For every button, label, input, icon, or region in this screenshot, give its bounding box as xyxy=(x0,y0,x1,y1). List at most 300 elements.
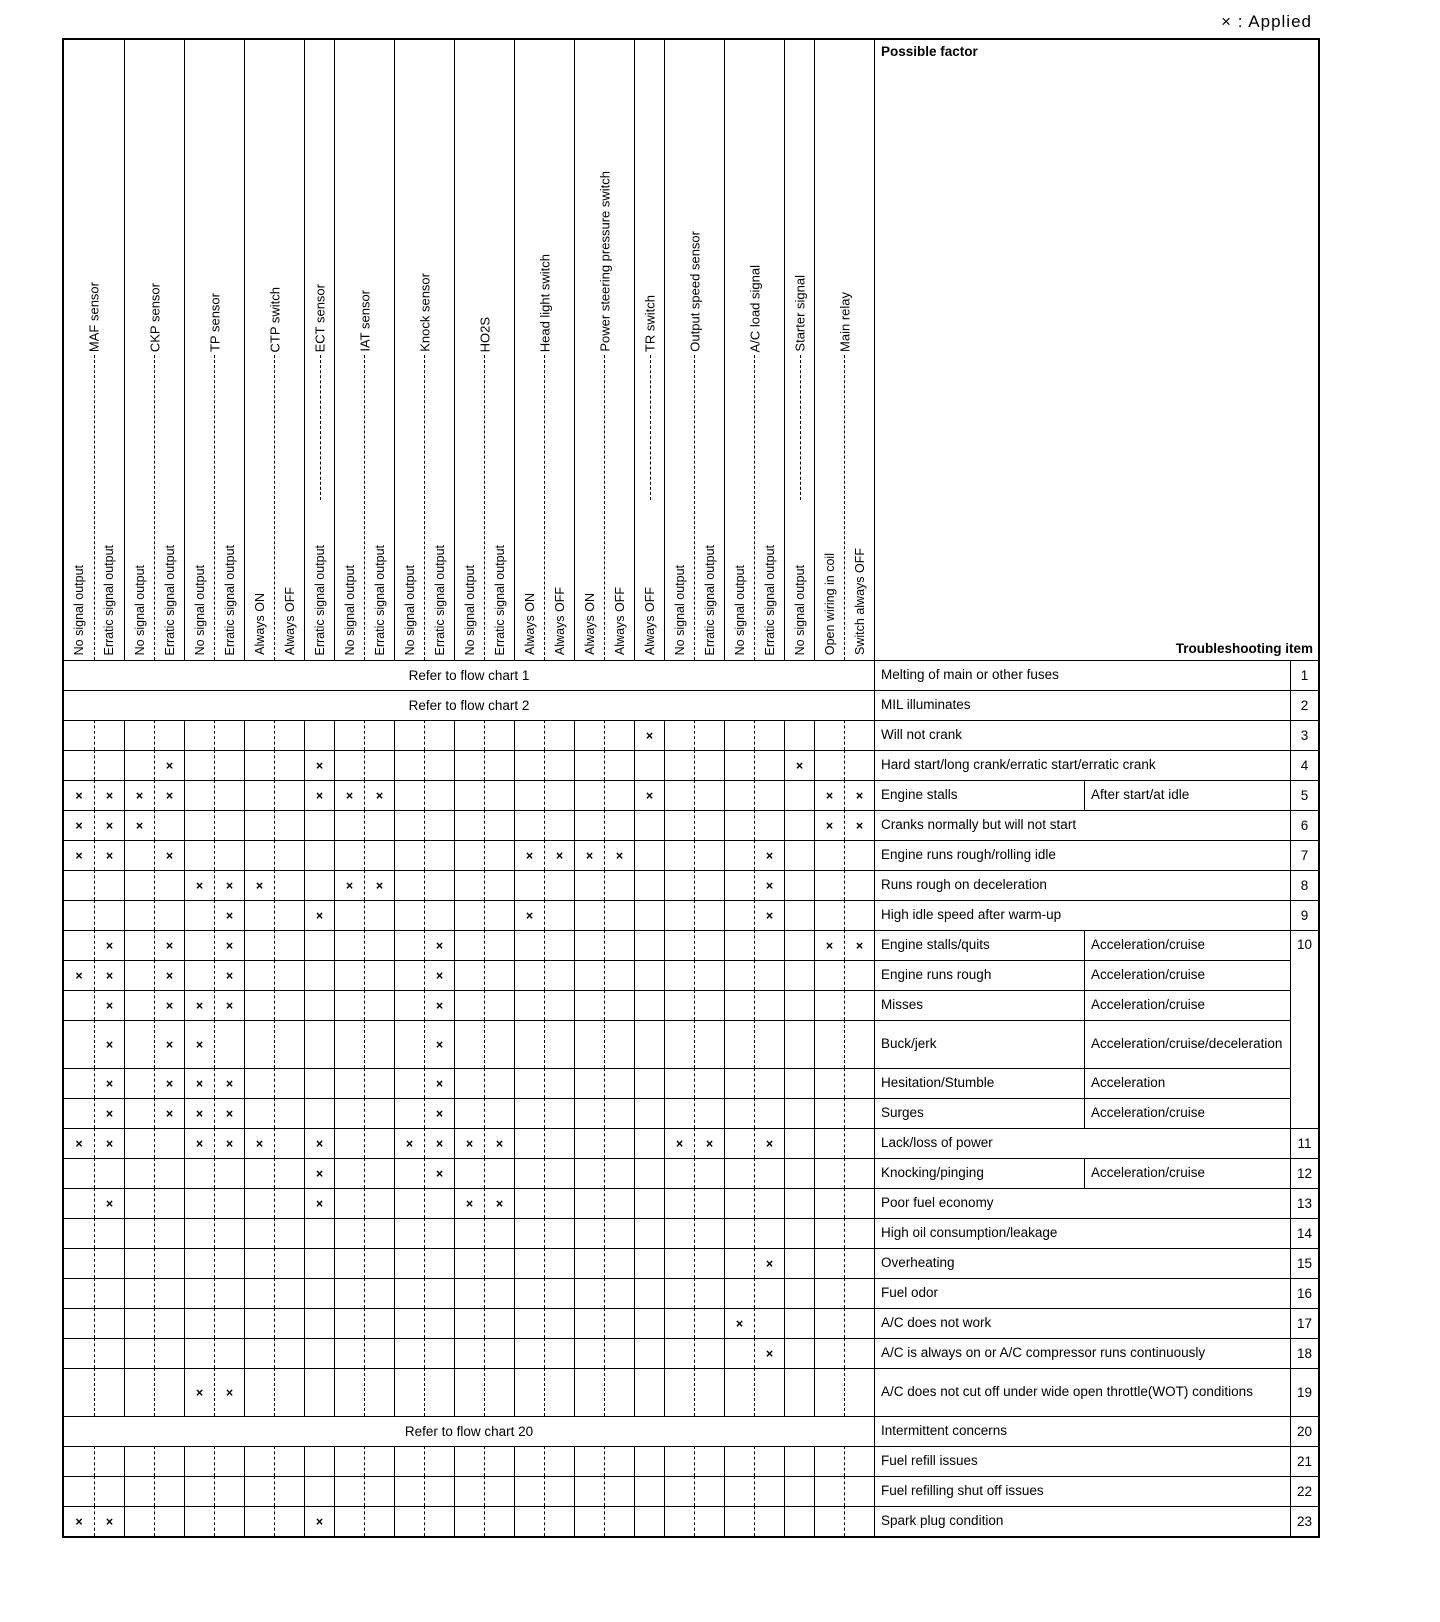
mark-cell xyxy=(214,1506,244,1536)
mark-cell xyxy=(664,1218,694,1248)
mark-cell xyxy=(244,720,274,750)
subcolumn-row xyxy=(635,355,664,660)
mark-cell xyxy=(334,810,364,840)
mark-cell xyxy=(724,840,754,870)
mark-cell xyxy=(364,1278,394,1308)
mark-cell xyxy=(604,750,634,780)
mark-cell xyxy=(154,840,184,870)
mark-cell xyxy=(214,810,244,840)
mark-cell xyxy=(664,1098,694,1128)
mark-cell xyxy=(664,1278,694,1308)
mark-cell xyxy=(844,1218,874,1248)
mark-cell xyxy=(64,870,94,900)
mark-cell xyxy=(484,810,514,840)
mark-cell xyxy=(304,1338,334,1368)
mark-cell xyxy=(724,870,754,900)
mark-cell xyxy=(364,1020,394,1068)
mark-cell xyxy=(664,840,694,870)
mark-cell xyxy=(664,1308,694,1338)
subcolumn-cell xyxy=(484,355,514,660)
mark-cell xyxy=(514,1476,544,1506)
applied-mark: × xyxy=(225,878,234,893)
row-label: High idle speed after warm-up xyxy=(874,900,1290,930)
mark-cell xyxy=(184,840,214,870)
mark-cell xyxy=(664,990,694,1020)
mark-cell xyxy=(694,780,724,810)
column-group-header xyxy=(784,40,814,660)
mark-cell xyxy=(214,1248,244,1278)
mark-cell xyxy=(784,1068,814,1098)
mark-cell xyxy=(424,1338,454,1368)
mark-cell xyxy=(274,960,304,990)
mark-cell xyxy=(754,840,784,870)
mark-cell xyxy=(304,990,334,1020)
column-group-header xyxy=(724,40,784,660)
mark-cell xyxy=(814,1476,844,1506)
mark-cell xyxy=(604,1020,634,1068)
mark-cell xyxy=(844,870,874,900)
mark-cell xyxy=(604,840,634,870)
mark-cell xyxy=(514,1098,544,1128)
mark-cell xyxy=(274,1158,304,1188)
mark-cell xyxy=(724,720,754,750)
applied-mark: × xyxy=(315,1514,324,1529)
applied-mark: × xyxy=(255,878,264,893)
mark-cell xyxy=(844,1248,874,1278)
applied-mark: × xyxy=(765,908,774,923)
subcolumn-label: No signal output xyxy=(132,564,147,655)
mark-cell xyxy=(154,780,184,810)
mark-cell xyxy=(184,1278,214,1308)
mark-cell xyxy=(64,1188,94,1218)
applied-mark: × xyxy=(765,1256,774,1271)
applied-mark: × xyxy=(165,1037,174,1052)
mark-cell xyxy=(754,900,784,930)
mark-cell xyxy=(634,1506,664,1536)
mark-cell xyxy=(544,1338,574,1368)
subcolumn-cell xyxy=(274,355,304,660)
mark-cell xyxy=(334,990,364,1020)
mark-cell xyxy=(694,1308,724,1338)
applied-mark: × xyxy=(405,1136,414,1151)
applied-mark: × xyxy=(255,1136,264,1151)
mark-cell xyxy=(514,1338,544,1368)
applied-mark: × xyxy=(195,1037,204,1052)
mark-cell xyxy=(94,960,124,990)
subcolumn-cell xyxy=(125,355,154,660)
mark-cell xyxy=(814,1068,844,1098)
row-label: Engine stalls xyxy=(874,780,1084,810)
mark-cell xyxy=(604,960,634,990)
mark-cell xyxy=(64,1368,94,1416)
mark-cell xyxy=(604,1506,634,1536)
applied-mark: × xyxy=(375,878,384,893)
applied-mark: × xyxy=(225,1106,234,1121)
mark-cell xyxy=(364,1476,394,1506)
mark-cell xyxy=(784,750,814,780)
mark-cell xyxy=(424,1446,454,1476)
mark-cell xyxy=(394,750,424,780)
mark-cell xyxy=(364,810,394,840)
row-condition: Acceleration/​cruise xyxy=(1084,1098,1290,1128)
mark-cell xyxy=(844,1368,874,1416)
mark-cell xyxy=(454,1188,484,1218)
applied-mark: × xyxy=(75,1514,83,1529)
possible-factor-label: Possible factor xyxy=(881,44,978,59)
mark-cell xyxy=(274,1098,304,1128)
mark-cell xyxy=(574,1248,604,1278)
mark-cell xyxy=(484,720,514,750)
row-label: Will not crank xyxy=(874,720,1290,750)
subcolumn-row xyxy=(725,355,784,660)
subcolumn-label: Erratic signal output xyxy=(702,544,717,655)
mark-cell xyxy=(334,750,364,780)
mark-cell xyxy=(484,870,514,900)
mark-cell xyxy=(574,1446,604,1476)
mark-cell xyxy=(124,750,154,780)
mark-cell xyxy=(814,1218,844,1248)
row-item-number: 17 xyxy=(1290,1308,1318,1338)
mark-cell xyxy=(634,750,664,780)
subcolumn-row xyxy=(575,355,634,660)
mark-cell xyxy=(274,1308,304,1338)
mark-cell xyxy=(334,1338,364,1368)
mark-cell xyxy=(394,1278,424,1308)
mark-cell xyxy=(814,1308,844,1338)
mark-cell xyxy=(544,900,574,930)
mark-cell xyxy=(514,1158,544,1188)
mark-cell xyxy=(274,840,304,870)
mark-cell xyxy=(484,1506,514,1536)
row-item-number: 6 xyxy=(1290,810,1318,840)
mark-cell xyxy=(424,1020,454,1068)
mark-cell xyxy=(634,1446,664,1476)
mark-cell xyxy=(154,1308,184,1338)
flow-chart-note: Refer to flow chart 1 xyxy=(64,660,874,690)
mark-cell xyxy=(304,1158,334,1188)
mark-cell xyxy=(394,1158,424,1188)
flow-chart-note: Refer to flow chart 2 xyxy=(64,690,874,720)
column-group-header xyxy=(124,40,184,660)
mark-cell xyxy=(544,1218,574,1248)
mark-cell xyxy=(184,750,214,780)
column-group-label: CTP switch xyxy=(267,286,282,352)
mark-cell xyxy=(784,870,814,900)
applied-mark: × xyxy=(135,818,144,833)
mark-cell xyxy=(724,1158,754,1188)
mark-cell xyxy=(784,1158,814,1188)
mark-cell xyxy=(814,1128,844,1158)
mark-cell xyxy=(334,1476,364,1506)
subcolumn-label: Erratic signal output xyxy=(222,544,237,655)
mark-cell xyxy=(64,1098,94,1128)
mark-cell xyxy=(484,1476,514,1506)
row-label: Fuel refill issues xyxy=(874,1446,1290,1476)
mark-cell xyxy=(424,1098,454,1128)
mark-cell xyxy=(394,900,424,930)
subcolumn-label: Erratic signal output xyxy=(492,544,507,655)
applied-mark: × xyxy=(435,998,444,1013)
mark-cell xyxy=(304,840,334,870)
mark-cell xyxy=(244,1446,274,1476)
mark-cell xyxy=(124,990,154,1020)
mark-cell xyxy=(394,990,424,1020)
mark-cell xyxy=(394,960,424,990)
mark-cell xyxy=(244,1368,274,1416)
mark-cell xyxy=(484,990,514,1020)
mark-cell xyxy=(514,1128,544,1158)
mark-cell xyxy=(754,960,784,990)
mark-cell xyxy=(364,960,394,990)
mark-cell xyxy=(574,840,604,870)
subcolumn-cell xyxy=(515,355,544,660)
mark-cell xyxy=(724,1368,754,1416)
troubleshooting-item-label: Troubleshooting item xyxy=(1175,641,1313,656)
mark-cell xyxy=(664,1506,694,1536)
mark-cell xyxy=(244,1248,274,1278)
mark-cell xyxy=(604,990,634,1020)
mark-cell xyxy=(394,1248,424,1278)
column-group-label: HO2S xyxy=(477,316,492,352)
mark-cell xyxy=(754,1308,784,1338)
mark-cell xyxy=(454,1446,484,1476)
mark-cell xyxy=(604,1068,634,1098)
mark-cell xyxy=(184,1218,214,1248)
applied-mark: × xyxy=(165,938,174,953)
mark-cell xyxy=(694,1068,724,1098)
mark-cell xyxy=(244,780,274,810)
mark-cell xyxy=(214,960,244,990)
subcolumn-row xyxy=(335,355,394,660)
mark-cell xyxy=(454,1278,484,1308)
mark-cell xyxy=(514,1248,544,1278)
mark-cell xyxy=(304,1020,334,1068)
subcolumn-cell xyxy=(305,355,334,660)
mark-cell xyxy=(724,900,754,930)
mark-cell xyxy=(154,750,184,780)
applied-mark: × xyxy=(105,1514,114,1529)
mark-cell xyxy=(64,960,94,990)
mark-cell xyxy=(454,1020,484,1068)
mark-cell xyxy=(784,990,814,1020)
mark-cell xyxy=(844,1338,874,1368)
mark-cell xyxy=(304,1188,334,1218)
mark-cell xyxy=(544,1248,574,1278)
subcolumn-row xyxy=(245,355,304,660)
mark-cell xyxy=(724,1248,754,1278)
mark-cell xyxy=(544,1068,574,1098)
applied-mark: × xyxy=(525,908,534,923)
applied-mark: × xyxy=(225,908,234,923)
row-item-number: 12 xyxy=(1290,1158,1318,1188)
mark-cell xyxy=(64,1128,94,1158)
mark-cell xyxy=(454,1368,484,1416)
subcolumn-cell xyxy=(424,355,454,660)
mark-cell xyxy=(304,930,334,960)
mark-cell xyxy=(304,1128,334,1158)
applied-mark: × xyxy=(315,1136,324,1151)
row-condition: Acceleration/​cruise xyxy=(1084,930,1290,960)
mark-cell xyxy=(784,1338,814,1368)
mark-cell xyxy=(814,1248,844,1278)
mark-cell xyxy=(784,900,814,930)
applied-mark: × xyxy=(225,1385,234,1400)
applied-mark: × xyxy=(105,1196,114,1211)
subcolumn-cell xyxy=(635,355,664,660)
mark-cell xyxy=(184,960,214,990)
column-group-header xyxy=(514,40,574,660)
mark-cell xyxy=(424,1248,454,1278)
mark-cell xyxy=(64,900,94,930)
mark-cell xyxy=(334,1158,364,1188)
mark-cell xyxy=(244,870,274,900)
mark-cell xyxy=(154,1020,184,1068)
column-group-header xyxy=(634,40,664,660)
mark-cell xyxy=(514,1218,544,1248)
applied-mark: × xyxy=(375,788,384,803)
mark-cell xyxy=(94,1338,124,1368)
subcolumn-row xyxy=(185,355,244,660)
subcolumn-cell xyxy=(364,355,394,660)
mark-cell xyxy=(664,1128,694,1158)
mark-cell xyxy=(514,810,544,840)
mark-cell xyxy=(544,1446,574,1476)
mark-cell xyxy=(424,840,454,870)
mark-cell xyxy=(394,720,424,750)
applied-mark: × xyxy=(105,1136,114,1151)
applied-mark: × xyxy=(225,938,234,953)
mark-cell xyxy=(754,1506,784,1536)
mark-cell xyxy=(184,1128,214,1158)
mark-cell xyxy=(64,1218,94,1248)
mark-cell xyxy=(754,1188,784,1218)
applied-mark: × xyxy=(225,998,234,1013)
row-item-number: 14 xyxy=(1290,1218,1318,1248)
mark-cell xyxy=(694,1020,724,1068)
mark-cell xyxy=(364,1128,394,1158)
mark-cell xyxy=(424,1158,454,1188)
row-item-number: 9 xyxy=(1290,900,1318,930)
mark-cell xyxy=(784,1506,814,1536)
mark-cell xyxy=(454,990,484,1020)
mark-cell xyxy=(244,1128,274,1158)
mark-cell xyxy=(454,1338,484,1368)
mark-cell xyxy=(64,990,94,1020)
mark-cell xyxy=(784,1128,814,1158)
mark-cell xyxy=(634,1158,664,1188)
mark-cell xyxy=(604,1218,634,1248)
applied-mark: × xyxy=(825,818,834,833)
mark-cell xyxy=(154,960,184,990)
subcolumn-label: Always OFF xyxy=(642,586,657,655)
mark-cell xyxy=(544,870,574,900)
applied-mark: × xyxy=(315,908,324,923)
mark-cell xyxy=(814,1506,844,1536)
mark-cell xyxy=(394,1338,424,1368)
mark-cell xyxy=(154,1446,184,1476)
mark-cell xyxy=(244,1278,274,1308)
subcolumn-label: Erratic signal output xyxy=(162,544,177,655)
applied-mark: × xyxy=(435,1166,444,1181)
mark-cell xyxy=(154,720,184,750)
mark-cell xyxy=(634,1278,664,1308)
applied-mark: × xyxy=(105,848,114,863)
mark-cell xyxy=(94,780,124,810)
mark-cell xyxy=(844,990,874,1020)
mark-cell xyxy=(334,1446,364,1476)
mark-cell xyxy=(214,990,244,1020)
mark-cell xyxy=(334,930,364,960)
mark-cell xyxy=(94,1278,124,1308)
mark-cell xyxy=(334,900,364,930)
mark-cell xyxy=(244,750,274,780)
applied-mark: × xyxy=(165,848,174,863)
mark-cell xyxy=(604,1278,634,1308)
mark-cell xyxy=(814,750,844,780)
mark-cell xyxy=(364,750,394,780)
mark-cell xyxy=(484,750,514,780)
subcolumn-cell xyxy=(725,355,754,660)
mark-cell xyxy=(514,1506,544,1536)
applied-mark: × xyxy=(345,788,354,803)
row-item-number: 20 xyxy=(1290,1416,1318,1446)
mark-cell xyxy=(544,960,574,990)
mark-cell xyxy=(184,1446,214,1476)
column-group-label: TR switch xyxy=(642,294,657,352)
row-item-number: 10 xyxy=(1290,930,1318,1128)
mark-cell xyxy=(664,1446,694,1476)
mark-cell xyxy=(424,1218,454,1248)
row-label: Spark plug condition xyxy=(874,1506,1290,1536)
mark-cell xyxy=(304,1068,334,1098)
subcolumn-cell xyxy=(575,355,604,660)
mark-cell xyxy=(304,810,334,840)
mark-cell xyxy=(394,1308,424,1338)
mark-cell xyxy=(244,1098,274,1128)
mark-cell xyxy=(724,1446,754,1476)
mark-cell xyxy=(454,930,484,960)
subcolumn-label: Always OFF xyxy=(282,586,297,655)
mark-cell xyxy=(724,780,754,810)
mark-cell xyxy=(364,840,394,870)
mark-cell xyxy=(244,1020,274,1068)
applied-mark: × xyxy=(765,878,774,893)
mark-cell xyxy=(424,990,454,1020)
mark-cell xyxy=(754,780,784,810)
mark-cell xyxy=(214,780,244,810)
applied-mark: × xyxy=(225,968,234,983)
mark-cell xyxy=(784,1446,814,1476)
column-group-label: Main relay xyxy=(837,292,852,352)
mark-cell xyxy=(124,1158,154,1188)
mark-cell xyxy=(364,1068,394,1098)
mark-cell xyxy=(64,1476,94,1506)
mark-cell xyxy=(574,1068,604,1098)
applied-mark: × xyxy=(465,1196,474,1211)
mark-cell xyxy=(124,720,154,750)
mark-cell xyxy=(844,1308,874,1338)
subcolumn-label: Erratic signal output xyxy=(372,544,387,655)
column-group-label: Output speed sensor xyxy=(687,231,702,352)
mark-cell xyxy=(544,1278,574,1308)
applied-mark: × xyxy=(495,1196,504,1211)
mark-cell xyxy=(724,1098,754,1128)
mark-cell xyxy=(664,1248,694,1278)
mark-cell xyxy=(214,870,244,900)
mark-cell xyxy=(544,750,574,780)
mark-cell xyxy=(64,1068,94,1098)
mark-cell xyxy=(484,1248,514,1278)
